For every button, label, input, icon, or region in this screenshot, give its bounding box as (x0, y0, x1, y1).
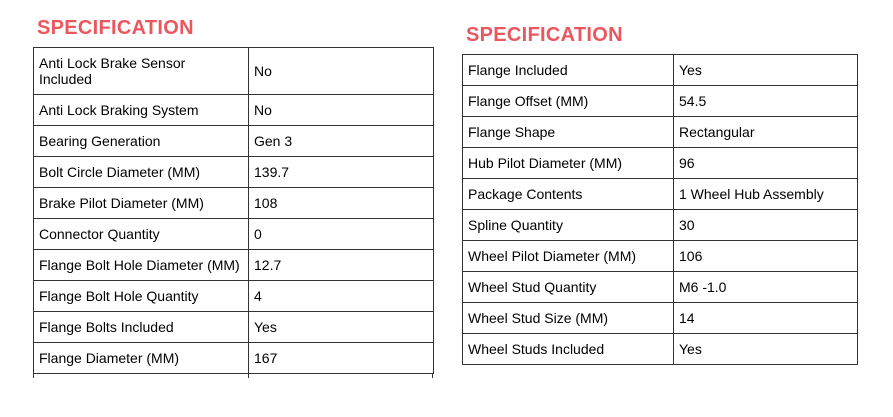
spec-table-row (463, 55, 858, 86)
spec-table-row (34, 188, 434, 219)
spec-value-cell: Yes (249, 312, 434, 343)
spec-value-cell: 139.7 (249, 157, 434, 188)
spec-label-cell: Anti Lock Braking System (34, 95, 249, 126)
spec-label-cell: Flange Diameter (MM) (34, 343, 249, 374)
spec-label-cell: Wheel Pilot Diameter (MM) (463, 241, 674, 272)
spec-value-cell: 106 (674, 241, 858, 272)
spec-table (462, 54, 858, 365)
spec-table-row (34, 126, 434, 157)
spec-table-row (34, 219, 434, 250)
spec-table-row (463, 334, 858, 365)
spec-panel-left (33, 18, 434, 378)
spec-panel-right (462, 25, 858, 365)
spec-value-cell: 54.5 (674, 86, 858, 117)
spec-label-cell: Anti Lock Brake Sensor Included (34, 48, 249, 95)
spec-label-cell: Bearing Generation (34, 126, 249, 157)
spec-table-row (463, 210, 858, 241)
spec-label-cell: Flange Bolt Hole Quantity (34, 281, 249, 312)
spec-value-cell: No (249, 48, 434, 95)
spec-label-cell: Wheel Stud Quantity (463, 272, 674, 303)
spec-label-cell: Flange Included (463, 55, 674, 86)
spec-table-row (34, 312, 434, 343)
spec-value-cell: M6 -1.0 (674, 272, 858, 303)
spec-title: SPECIFICATION (37, 17, 194, 39)
spec-value-cell: 30 (674, 210, 858, 241)
spec-table-row (463, 86, 858, 117)
spec-value-cell: 1 Wheel Hub Assembly (674, 179, 858, 210)
spec-table-row (463, 117, 858, 148)
spec-value-cell: 108 (249, 188, 434, 219)
spec-value-cell: 167 (249, 343, 434, 374)
spec-value-cell: 96 (674, 148, 858, 179)
spec-label-cell: Package Contents (463, 179, 674, 210)
spec-value-cell: 0 (249, 219, 434, 250)
spec-table-row (34, 95, 434, 126)
spec-value-cell: Gen 3 (249, 126, 434, 157)
spec-label-cell: Brake Pilot Diameter (MM) (34, 188, 249, 219)
spec-table-row (463, 148, 858, 179)
spec-value-cell: 4 (249, 281, 434, 312)
spec-value-cell: Yes (674, 334, 858, 365)
spec-label-cell: Flange Bolts Included (34, 312, 249, 343)
spec-label-cell: Spline Quantity (463, 210, 674, 241)
spec-label-cell: Wheel Studs Included (463, 334, 674, 365)
spec-value-cell: Rectangular (674, 117, 858, 148)
spec-table-row (463, 303, 858, 334)
spec-table-row (34, 157, 434, 188)
spec-label-cell: Bolt Circle Diameter (MM) (34, 157, 249, 188)
spec-label-cell: Connector Quantity (34, 219, 249, 250)
spec-value-cell: 12.7 (249, 250, 434, 281)
spec-label-cell: Hub Pilot Diameter (MM) (463, 148, 674, 179)
spec-label-cell: Flange Shape (463, 117, 674, 148)
spec-value-cell: Yes (674, 55, 858, 86)
spec-table-row (463, 179, 858, 210)
spec-label-cell: Flange Offset (MM) (463, 86, 674, 117)
spec-table-row (34, 250, 434, 281)
spec-table-row (34, 48, 434, 95)
spec-label-cell: Wheel Stud Size (MM) (463, 303, 674, 334)
spec-label-cell: Flange Bolt Hole Diameter (MM) (34, 250, 249, 281)
spec-table-row (34, 343, 434, 374)
spec-table-row (34, 281, 434, 312)
spec-value-cell: 14 (674, 303, 858, 334)
cutoff-row-stub (33, 374, 433, 378)
spec-table-row (463, 272, 858, 303)
spec-title: SPECIFICATION (466, 24, 623, 46)
spec-table-row (463, 241, 858, 272)
spec-table (33, 47, 434, 374)
cutoff-row-divider (248, 374, 249, 378)
spec-value-cell: No (249, 95, 434, 126)
